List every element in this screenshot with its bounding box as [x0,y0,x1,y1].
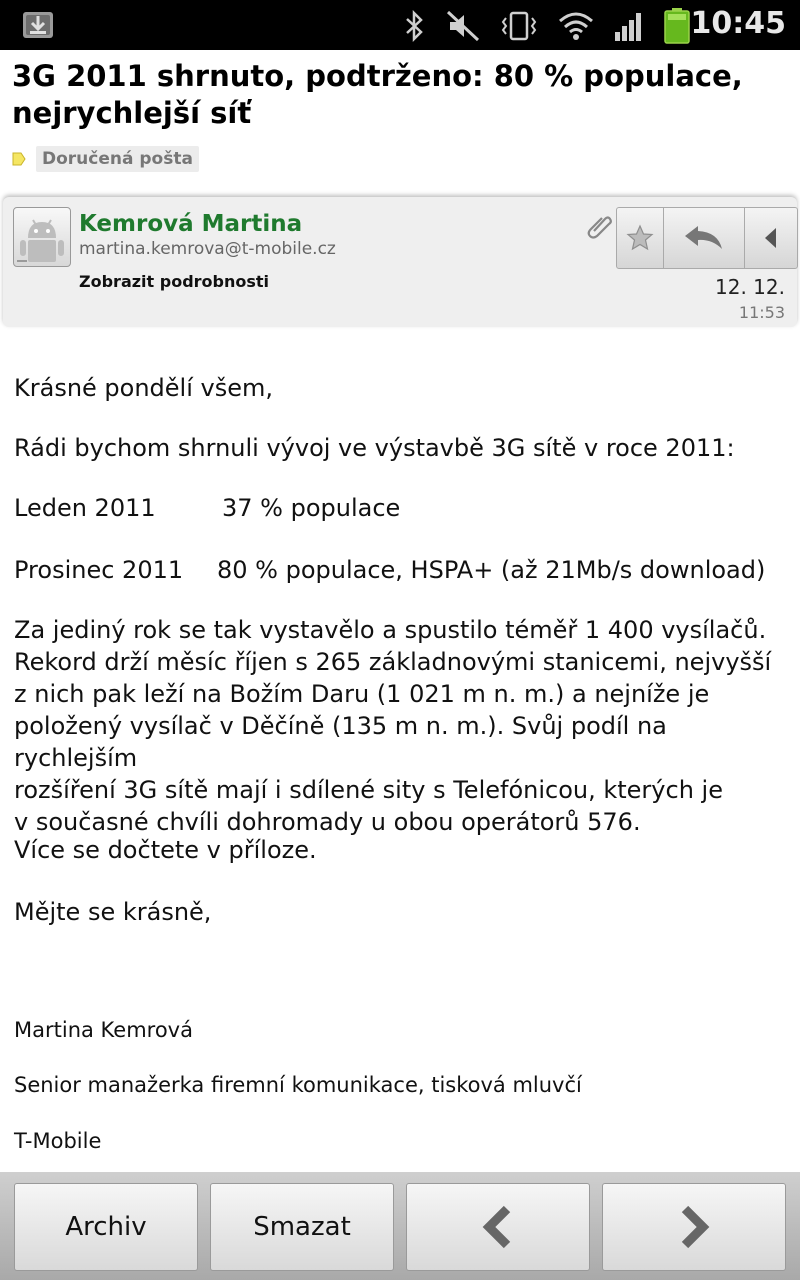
bluetooth-icon [404,10,426,42]
message-header [3,197,797,327]
show-details-link[interactable]: Zobrazit podrobnosti [79,272,270,291]
chevron-right-icon [677,1205,711,1249]
paragraph-line: z nich pak leží na Božím Daru (1 021 m n. m.) a nejníže je [14,680,710,708]
older-message-button[interactable] [602,1183,786,1271]
row-2-value: 80 % populace, HSPA+ (až 21Mb/s download) [217,556,766,584]
avatar[interactable] [13,207,71,267]
row-2-label: Prosinec 2011 [14,556,184,584]
body-greeting: Krásné pondělí všem, [14,374,273,402]
paragraph-line: Rekord drží měsíc říjen s 265 základnovými stanicemi, nejvyšší [14,648,772,676]
star-button[interactable] [617,208,664,268]
email-subject: 3G 2011 shrnuto, podtrženo: 80 % populace, nejrychlejší síť [12,59,743,130]
signature-title: Senior manažerka firemní komunikace, tisková mluvčí [14,1073,582,1097]
reply-icon [682,223,726,253]
body-closing: Mějte se krásně, [14,898,212,926]
body-intro: Rádi bychom shrnuli vývoj ve výstavbě 3G sítě v roce 2011: [14,434,735,462]
body-paragraph [14,614,789,838]
battery-icon [664,8,690,44]
signature-company: T-Mobile [14,1129,102,1153]
more-options-button[interactable] [745,208,797,268]
delete-button[interactable]: Smazat [210,1183,394,1271]
vibrate-icon [500,10,538,42]
mute-icon [446,10,480,42]
label-chip[interactable] [12,145,199,173]
paragraph-line: rozšíření 3G sítě mají i sdílené sity s Telefónicou, kterých je [14,776,723,804]
sender-email: martina.kemrova@t-mobile.cz [79,239,336,259]
signature-name: Martina Kemrová [14,1018,193,1042]
newer-message-button[interactable] [406,1183,590,1271]
status-bar [0,0,800,50]
chevron-left-icon [762,226,780,250]
message-date: 12. 12. [715,275,785,299]
body-row-1 [14,492,789,524]
chevron-left-icon [481,1205,515,1249]
row-1-value: 37 % populace [222,494,401,522]
paragraph-line: Za jediný rok se tak vystavělo a spustilo téměř 1 400 vysílačů. [14,616,767,644]
download-icon [22,6,54,44]
attachment-icon [587,211,613,239]
wifi-icon [558,11,594,41]
row-1-label: Leden 2011 [14,494,156,522]
clock: 10:45 [690,6,786,41]
paragraph-line: položený vysílač v Děčíně (135 m n. m.). Svůj podíl na rychlejším [14,712,667,772]
label-tag-icon [12,152,26,166]
message-actions [616,207,798,269]
bottom-action-bar [0,1172,800,1280]
message-time: 11:53 [738,303,785,322]
body-more-info: Více se dočtete v příloze. [14,836,317,864]
signal-icon [614,10,644,42]
archive-button[interactable]: Archiv [14,1183,198,1271]
star-icon [626,224,654,252]
sender-name: Kemrová Martina [79,211,303,237]
paragraph-line: v současné chvíli dohromady u obou operátorů 576. [14,808,641,836]
reply-button[interactable] [664,208,745,268]
android-avatar-icon [14,208,70,266]
label-text: Doručená pošta [36,146,199,172]
body-row-2 [14,554,789,586]
